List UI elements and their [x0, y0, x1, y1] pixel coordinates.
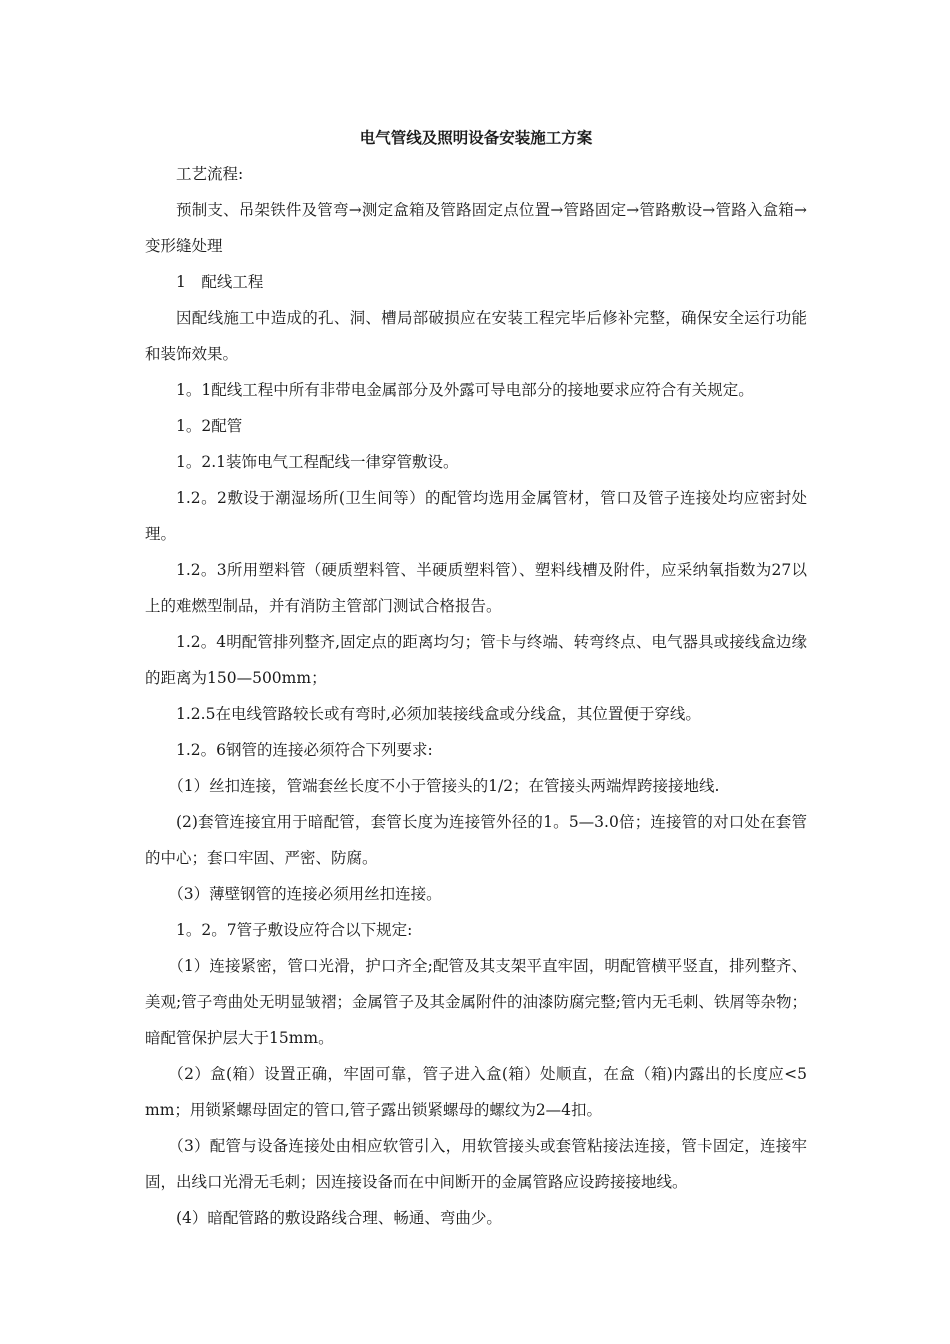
paragraph: 1.2。6钢管的连接必须符合下列要求:	[176, 741, 433, 759]
list-item: （3）配管与设备连接处由相应软管引入，用软管接头或套管粘接法连接，管卡固定，连接牢固，出线口光滑无毛刺；因连接设备而在中间断开的金属管路应设跨接接地线。	[145, 1137, 807, 1191]
list-item: （2）盒(箱）设置正确，牢固可靠，管子进入盒(箱）处顺直，在盒（箱)内露出的长度应<5 mm；用锁紧螺母固定的管口,管子露出锁紧螺母的螺纹为2—4扣。	[145, 1065, 807, 1119]
subsection-heading: 1。2配管	[176, 417, 243, 435]
paragraph: 1。2。7管子敷设应符合以下规定:	[176, 921, 413, 939]
paragraph: 1.2。3所用塑料管（硬质塑料管、半硬质塑料管）、塑料线槽及附件，应采纳氧指数为27以上的难燃型制品，并有消防主管部门测试合格报告。	[145, 561, 807, 615]
paragraph: 1。2.1装饰电气工程配线一律穿管敷设。	[176, 453, 459, 471]
paragraph: 工艺流程:	[176, 165, 244, 183]
paragraph: 预制支、吊架铁件及管弯→测定盒箱及管路固定点位置→管路固定→管路敷设→管路入盒箱→变形缝处理	[145, 201, 807, 255]
paragraph: 1.2.5在电线管路较长或有弯时,必须加装接线盒或分线盒，其位置便于穿线。	[176, 705, 701, 723]
list-item: （3）薄壁钢管的连接必须用丝扣连接。	[168, 885, 442, 903]
paragraph: 因配线施工中造成的孔、洞、槽局部破损应在安装工程完毕后修补完整，确保安全运行功能和装饰效果。	[145, 309, 807, 363]
document-title: 电气管线及照明设备安装施工方案	[359, 128, 593, 147]
paragraph: 1.2。4明配管排列整齐,固定点的距离均匀；管卡与终端、转弯终点、电气器具或接线盒边缘的距离为150—500mm；	[145, 633, 807, 687]
paragraph: 1.2。2敷设于潮湿场所(卫生间等）的配管均选用金属管材，管口及管子连接处均应密封处理。	[145, 489, 807, 543]
list-item: (4）暗配管路的敷设路线合理、畅通、弯曲少。	[176, 1209, 502, 1227]
list-item: （1）丝扣连接，管端套丝长度不小于管接头的1/2；在管接头两端焊跨接接地线.	[168, 777, 720, 795]
list-item: (2)套管连接宜用于暗配管，套管长度为连接管外径的1。5—3.0倍；连接管的对口处在套管的中心；套口牢固、严密、防腐。	[145, 813, 807, 867]
paragraph: 1。1配线工程中所有非带电金属部分及外露可导电部分的接地要求应符合有关规定。	[176, 381, 754, 399]
list-item: （1）连接紧密，管口光滑，护口齐全;配管及其支架平直牢固，明配管横平竖直，排列整齐、美观;管子弯曲处无明显皱褶；金属管子及其金属附件的油漆防腐完整;管内无毛刺、铁屑等杂物；暗配管保护层大于15mm。	[145, 957, 807, 1047]
document-body	[145, 120, 807, 1236]
section-heading: 1 配线工程	[176, 273, 264, 291]
